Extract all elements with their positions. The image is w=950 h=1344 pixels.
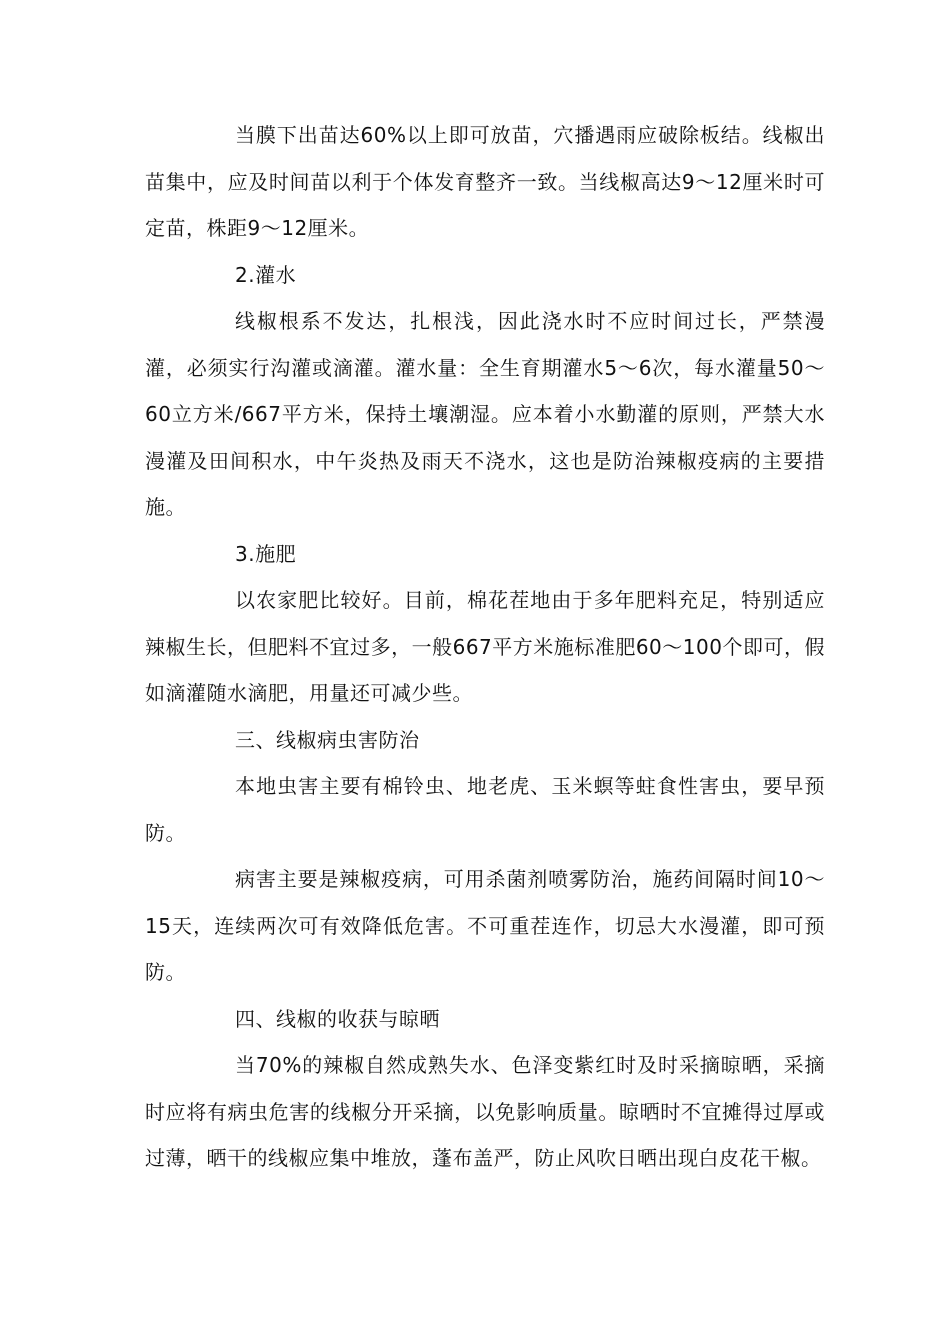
document-body xyxy=(145,112,825,1182)
paragraph-fertilizing: 以农家肥比较好。目前，棉花茬地由于多年肥料充足，特别适应辣椒生长，但肥料不宜过多，一般667平方米施标准肥60～100个即可，假如滴灌随水滴肥，用量还可减少些。 xyxy=(145,588,825,705)
paragraph-pests: 本地虫害主要有棉铃虫、地老虎、玉米螟等蛀食性害虫，要早预防。 xyxy=(145,774,825,845)
heading-harvest-drying: 四、线椒的收获与晾晒 xyxy=(235,1006,440,1031)
heading-pest-control: 三、线椒病虫害防治 xyxy=(235,727,420,752)
heading-irrigation: 2.灌水 xyxy=(235,262,297,287)
paragraph-diseases: 病害主要是辣椒疫病，可用杀菌剂喷雾防治，施药间隔时间10～15天，连续两次可有效降低危害。不可重茬连作，切忌大水漫灌，即可预防。 xyxy=(145,867,825,984)
paragraph-harvest: 当70%的辣椒自然成熟失水、色泽变紫红时及时采摘晾晒，采摘时应将有病虫危害的线椒分开采摘，以免影响质量。晾晒时不宜摊得过厚或过薄，晒干的线椒应集中堆放，蓬布盖严，防止风吹日晒出现白皮花干椒。 xyxy=(145,1053,825,1170)
paragraph-irrigation: 线椒根系不发达，扎根浅，因此浇水时不应时间过长，严禁漫灌，必须实行沟灌或滴灌。灌水量：全生育期灌水5～6次，每水灌量50～60立方米/667平方米，保持土壤潮湿。应本着小水勤灌的原则，严禁大水漫灌及田间积水，中午炎热及雨天不浇水，这也是防治辣椒疫病的主要措施。 xyxy=(145,309,825,519)
paragraph-seedling: 当膜下出苗达60%以上即可放苗，穴播遇雨应破除板结。线椒出苗集中，应及时间苗以利于个体发育整齐一致。当线椒高达9～12厘米时可定苗，株距9～12厘米。 xyxy=(145,123,825,240)
heading-fertilizing: 3.施肥 xyxy=(235,541,297,566)
